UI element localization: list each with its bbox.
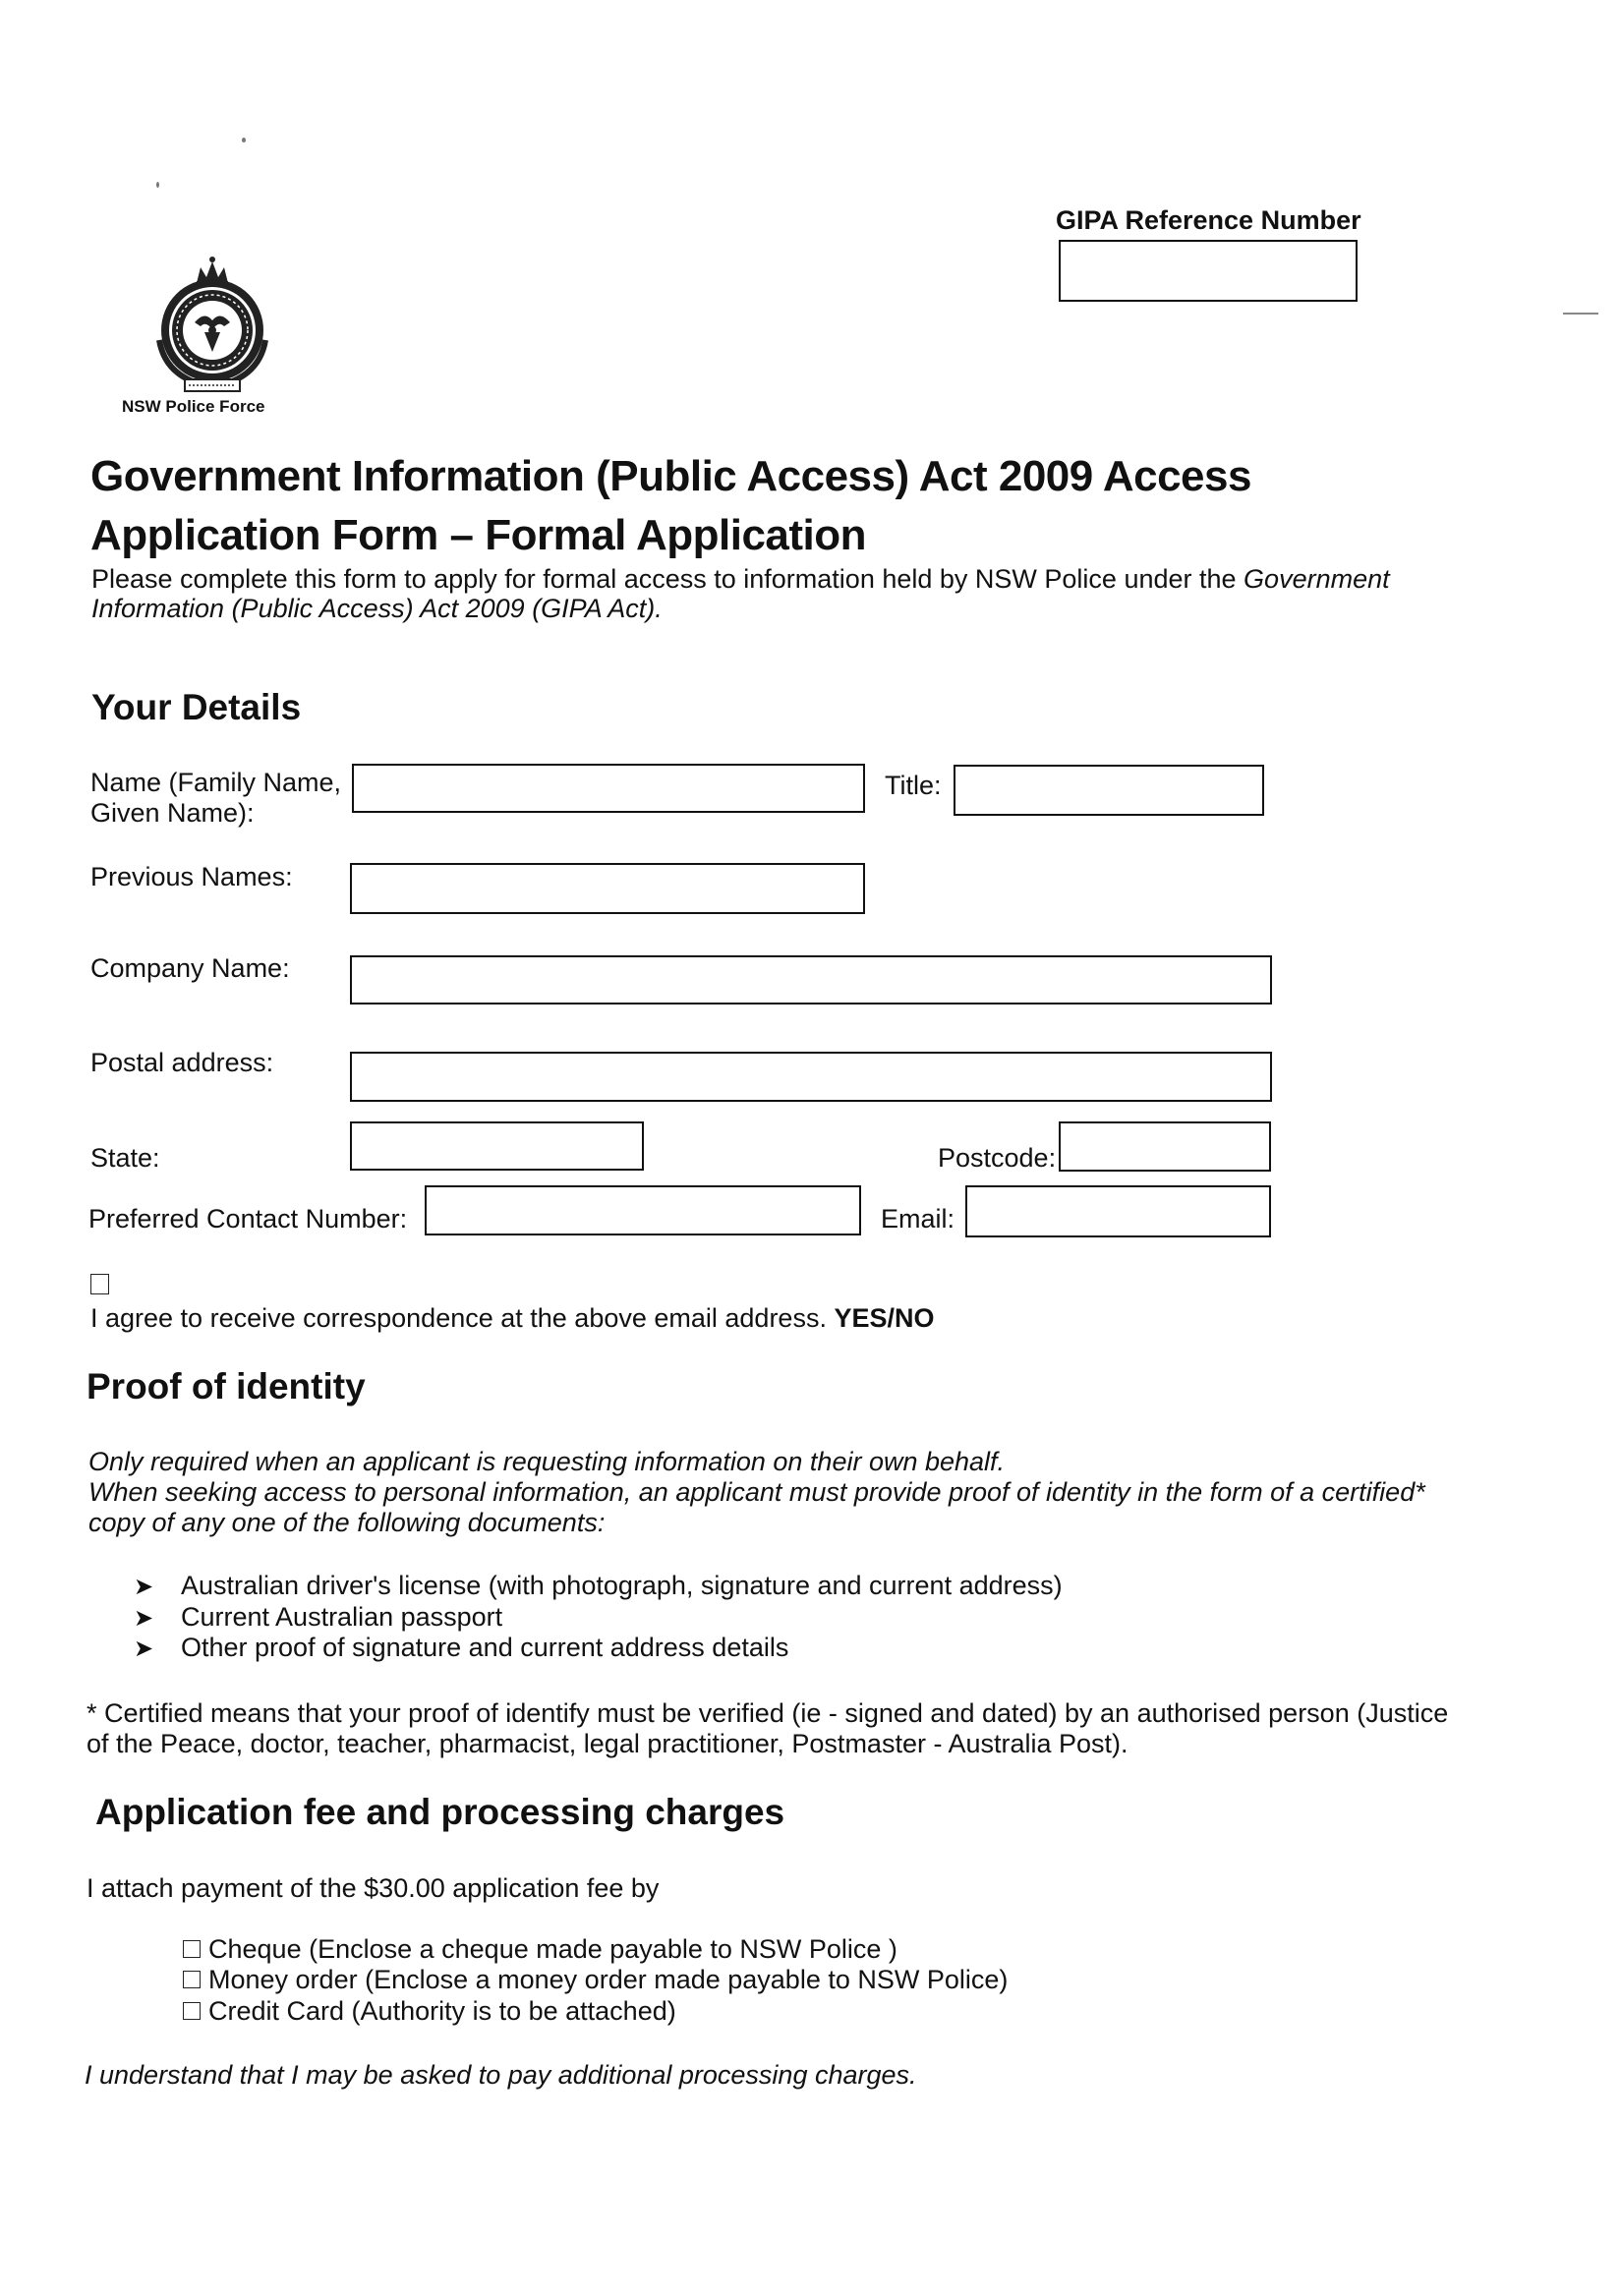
scan-speck	[242, 138, 246, 143]
company-name-field[interactable]	[350, 955, 1272, 1004]
document-label: Australian driver's license (with photograph, signature and current address)	[181, 1571, 1063, 1600]
gipa-reference-field[interactable]	[1059, 240, 1358, 302]
name-field[interactable]	[352, 764, 865, 813]
scan-speck	[156, 182, 159, 188]
cheque-checkbox[interactable]	[183, 1940, 201, 1958]
payment-option-label: Money order (Enclose a money order made payable to NSW Police)	[208, 1965, 1009, 1994]
intro-act-name-1: Government	[1244, 564, 1390, 594]
email-consent-choice: YES/NO	[834, 1303, 935, 1333]
name-label-1: Name (Family Name,	[90, 768, 342, 797]
email-consent-statement: I agree to receive correspondence at the above email address.	[90, 1303, 835, 1333]
application-fee-heading: Application fee and processing charges	[95, 1792, 785, 1832]
email-consent-text	[90, 1302, 934, 1334]
name-label-2: Given Name):	[90, 798, 255, 828]
certified-note-line1: * Certified means that your proof of identify must be verified (ie - signed and dated) by an authorised person (Justice	[87, 1698, 1449, 1728]
payment-option-money-order[interactable]	[183, 1965, 1008, 1995]
form-title-line2: Application Form – Formal Application	[90, 511, 867, 559]
intro-act-name-2: Information (Public Access) Act 2009 (GIPA Act).	[91, 594, 663, 623]
document-list-item	[134, 1633, 788, 1664]
state-field[interactable]	[350, 1121, 644, 1171]
logo-caption: NSW Police Force	[122, 397, 265, 416]
your-details-heading: Your Details	[91, 687, 302, 727]
processing-charges-note: I understand that I may be asked to pay additional processing charges.	[85, 2060, 917, 2090]
intro-paragraph	[91, 564, 1448, 595]
arrow-bullet-icon: ➤	[134, 1605, 154, 1632]
payment-option-cheque[interactable]	[183, 1934, 897, 1965]
document-label: Current Australian passport	[181, 1602, 503, 1632]
company-name-label: Company Name:	[90, 953, 290, 983]
title-label: Title:	[885, 771, 942, 800]
postcode-field[interactable]	[1059, 1121, 1271, 1172]
payment-option-label: Credit Card (Authority is to be attached)	[208, 1996, 676, 2026]
previous-names-field[interactable]	[350, 863, 865, 914]
contact-number-field[interactable]	[425, 1185, 861, 1235]
contact-number-label: Preferred Contact Number:	[88, 1204, 408, 1234]
certified-note-line2: of the Peace, doctor, teacher, pharmacist, legal practitioner, Postmaster - Australia Post).	[87, 1729, 1128, 1758]
document-label: Other proof of signature and current address details	[181, 1633, 789, 1662]
document-list-item	[134, 1571, 1063, 1602]
gipa-reference-label: GIPA Reference Number	[1056, 205, 1361, 235]
arrow-bullet-icon: ➤	[134, 1636, 154, 1662]
attach-payment-text: I attach payment of the $30.00 application fee by	[87, 1873, 660, 1903]
postcode-label: Postcode:	[938, 1143, 1057, 1173]
document-list-item	[134, 1602, 502, 1634]
proof-of-identity-heading: Proof of identity	[87, 1366, 366, 1406]
form-title-line1: Government Information (Public Access) Act 2009 Access	[90, 452, 1251, 500]
police-crest-icon	[145, 254, 279, 399]
postal-address-label: Postal address:	[90, 1048, 274, 1077]
arrow-bullet-icon: ➤	[134, 1574, 154, 1600]
nsw-police-logo	[145, 254, 279, 399]
identity-note-line2: When seeking access to personal information, an applicant must provide proof of identity in the form of a certified*	[88, 1477, 1425, 1507]
payment-option-label: Cheque (Enclose a cheque made payable to NSW Police )	[208, 1934, 897, 1964]
email-label: Email:	[881, 1204, 955, 1234]
postal-address-field[interactable]	[350, 1052, 1272, 1102]
payment-option-credit-card[interactable]	[183, 1996, 676, 2027]
credit-card-checkbox[interactable]	[183, 2002, 201, 2020]
identity-note-line1: Only required when an applicant is requesting information on their own behalf.	[88, 1447, 1006, 1476]
intro-text: Please complete this form to apply for formal access to information held by NSW Police under the	[91, 564, 1244, 594]
title-field[interactable]	[954, 765, 1264, 816]
previous-names-label: Previous Names:	[90, 862, 293, 891]
money-order-checkbox[interactable]	[183, 1971, 201, 1988]
state-label: State:	[90, 1143, 160, 1173]
identity-note-line3: copy of any one of the following documents:	[88, 1508, 606, 1537]
email-consent-checkbox[interactable]	[90, 1274, 109, 1294]
email-field[interactable]	[965, 1185, 1271, 1237]
scan-mark	[1563, 313, 1598, 315]
